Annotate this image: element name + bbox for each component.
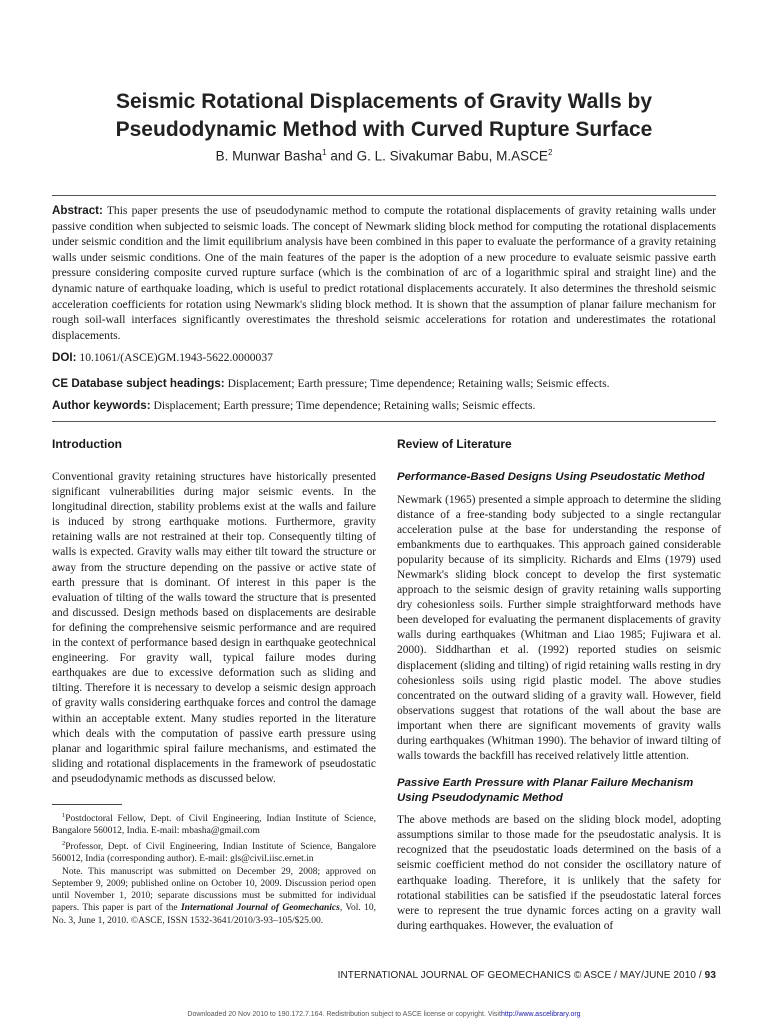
left-column bbox=[52, 437, 376, 787]
note-citation: , Vol. 10, No. 3, June 1, 2010. ©ASCE, ISSN 1532-3641/2010/3-93–105/$25.00. bbox=[52, 903, 377, 926]
footnote-note bbox=[52, 866, 376, 927]
title-line-2: Pseudodynamic Method with Curved Rupture Surface bbox=[115, 118, 653, 141]
doi-value[interactable]: 10.1061/(ASCE)GM.1943-5622.0000037 bbox=[79, 351, 273, 364]
abstract-label: Abstract: bbox=[52, 204, 103, 217]
footnote-1 bbox=[52, 810, 376, 838]
footnote-2 bbox=[52, 838, 376, 866]
author-2-affiliation-mark: 2 bbox=[547, 148, 553, 157]
footnote-1-mark: 1 bbox=[62, 812, 66, 819]
keywords-line bbox=[52, 398, 716, 413]
keywords-value: Displacement; Earth pressure; Time dependence; Retaining walls; Seismic effects. bbox=[153, 399, 536, 412]
download-notice bbox=[0, 1011, 768, 1018]
paper-title bbox=[40, 88, 728, 144]
footnote-2-text: Professor, Dept. of Civil Engineering, Indian Institute of Science, Bangalore 560012, India (corresponding author). E-mail: gls@civil.iisc.ernet.in bbox=[52, 841, 376, 865]
title-line-1: Seismic Rotational Displacements of Gravity Walls by bbox=[115, 90, 653, 113]
abstract-text: This paper presents the use of pseudodynamic method to compute the rotational displacements of gravity retaining walls under passive condition when subjected to seismic loads. The concept of Newmark sliding block method for computing the rotational displacements under seismic condition and the limit equilibrium analysis have been combined in this paper to evaluate the performance of a gravity retaining walls under seismic conditions. One of the main features of the paper is the adoption of a new procedure to evaluate seismic passive earth pressure considering composite curved rupture surface (which is the combination of arc of a logarithmic spiral and straight line) and the dynamic nature of earthquake loading, which is useful to predict rotational displacements accurately. It also determines the threshold seismic acceleration coefficients for rotation using Newmark's sliding block method. It is shown that the assumption of planar failure mechanism for rough soil-wall interfaces significantly overestimates the threshold seismic accelerations for rotation and underestimates the rotational displacements. bbox=[52, 204, 716, 342]
abstract bbox=[52, 203, 716, 343]
ascelibrary-link[interactable]: http://www.ascelibrary.org bbox=[500, 1011, 581, 1018]
review-heading: Review of Literature bbox=[397, 437, 512, 451]
footnote-2-mark: 2 bbox=[62, 839, 66, 847]
ce-headings-line bbox=[52, 376, 716, 391]
review-subheading-1: Performance-Based Designs Using Pseudostatic Method bbox=[397, 471, 705, 483]
author-1: B. Munwar Basha bbox=[215, 148, 323, 164]
abstract-divider bbox=[52, 421, 716, 422]
footnote-1-text: Postdoctoral Fellow, Dept. of Civil Engineering, Indian Institute of Science, Bangalore 560012, India. E-mail: mbasha@gmail.com bbox=[52, 814, 376, 837]
review-text-2: The above methods are based on the sliding block model, adopting assumptions similar to those made for the pseudostatic analysis. It is recognized that the pseudostatic loads determined on the basis of a seismic coefficient method do not consider the oscillatory nature of earthquake loading. Therefore, it is unlikely that the safety for rotational stabilities can be satisfied if the pseudostatic lateral forces were to represent the true dynamic forces acting on a gravity wall during earthquakes. However, the evaluation of bbox=[397, 814, 721, 932]
header-divider bbox=[52, 195, 716, 196]
journal-footer bbox=[338, 970, 716, 981]
doi-label: DOI: bbox=[52, 351, 77, 364]
footnote-divider bbox=[52, 804, 122, 805]
introduction-text: Conventional gravity retaining structures have historically presented significant vulnerabilities during major seismic events. In the longitudinal direction, stability problems exist at the walls and failure is induced by strong earthquake motions. Furthermore, gravity retaining walls are not restrained at their top. Consequently tilting of walls is expected. Gravity walls may either tilt toward the structure or away from the structure depending on the passive or active state of earth pressure that is dominant. Of interest in this paper is the evaluation of tilting of the walls toward the structure that is presented and discussed. Design methods based on displacements are desirable for defining the comprehensive seismic performance and are required in the context of performance based design in earthquake geotechnical engineering. For gravity wall, typical failure modes during earthquakes are due to excessive deformation such as sliding and tilting. Therefore it is necessary to develop a seismic design approach of gravity walls considering earthquake forces and control the damage within an acceptable extent. Many studies reported in the literature which deals with the computation of passive earth pressure using planar and logarithmic spiral failure mechanisms, and estimated the sliding and rotational displacements in the framework of pseudostatic and pseudodynamic methods as discussed below. bbox=[52, 471, 376, 785]
footnotes bbox=[52, 810, 376, 927]
note-journal-name: International Journal of Geomechanics bbox=[180, 903, 340, 914]
author-2: and G. L. Sivakumar Babu, M.ASCE bbox=[326, 148, 548, 164]
keywords-label: Author keywords: bbox=[52, 399, 151, 412]
review-text-1: Newmark (1965) presented a simple approach to determine the sliding distance of a free-standing body subjected to a single rectangular acceleration pulse at the base for understanding the response of embankments due to earthquakes. This approach gained considerable popularity because of its simplicity. Richards and Elms (1979) used Newmark's sliding block concept to develop the first systematic approach to the seismic design of gravity retaining walls supporting dry cohesionless soils. Further simple straightforward methods have been developed for evaluating the permanent displacements of gravity walls during earthquakes (Whitman and Liao 1985; Fujiwara et al. 2000). Siddharthan et al. (1992) reported studies on seismic displacement (sliding and tilting) of rigid retaining walls resting in dry cohesionless soils using rigid plastic model. The above studies concentrated on the outward sliding of a gravity wall. However, field observations suggest that rotations of the wall about the base are important when there are significant movements of gravity walls during earthquakes (Whitman 1990). The behavior of inward tilting of walls towards the backfill has received relatively little attention. bbox=[397, 493, 721, 763]
journal-footer-text: INTERNATIONAL JOURNAL OF GEOMECHANICS © ASCE / MAY/JUNE 2010 / bbox=[337, 970, 705, 981]
author-line bbox=[40, 148, 728, 164]
download-text: Downloaded 20 Nov 2010 to 190.172.7.164. Redistribution subject to ASCE license or copyright. Visit bbox=[187, 1011, 501, 1018]
right-column bbox=[397, 437, 721, 934]
ce-headings-label: CE Database subject headings: bbox=[52, 377, 225, 390]
review-subheading-2: Passive Earth Pressure with Planar Failure Mechanism Using Pseudodynamic Method bbox=[397, 777, 694, 804]
note-text: Note. This manuscript was submitted on December 29, 2008; approved on September 9, 2009; published online on October 10, 2009. Discussion period open until November 1, 2010; separate discussions must be submitted for individual papers. This paper is part of the bbox=[52, 866, 376, 914]
doi-line bbox=[52, 350, 716, 365]
ce-headings-value: Displacement; Earth pressure; Time dependence; Retaining walls; Seismic effects. bbox=[227, 377, 610, 390]
page-number: 93 bbox=[704, 970, 716, 981]
author-1-affiliation-mark: 1 bbox=[322, 148, 327, 157]
introduction-heading: Introduction bbox=[52, 437, 122, 451]
